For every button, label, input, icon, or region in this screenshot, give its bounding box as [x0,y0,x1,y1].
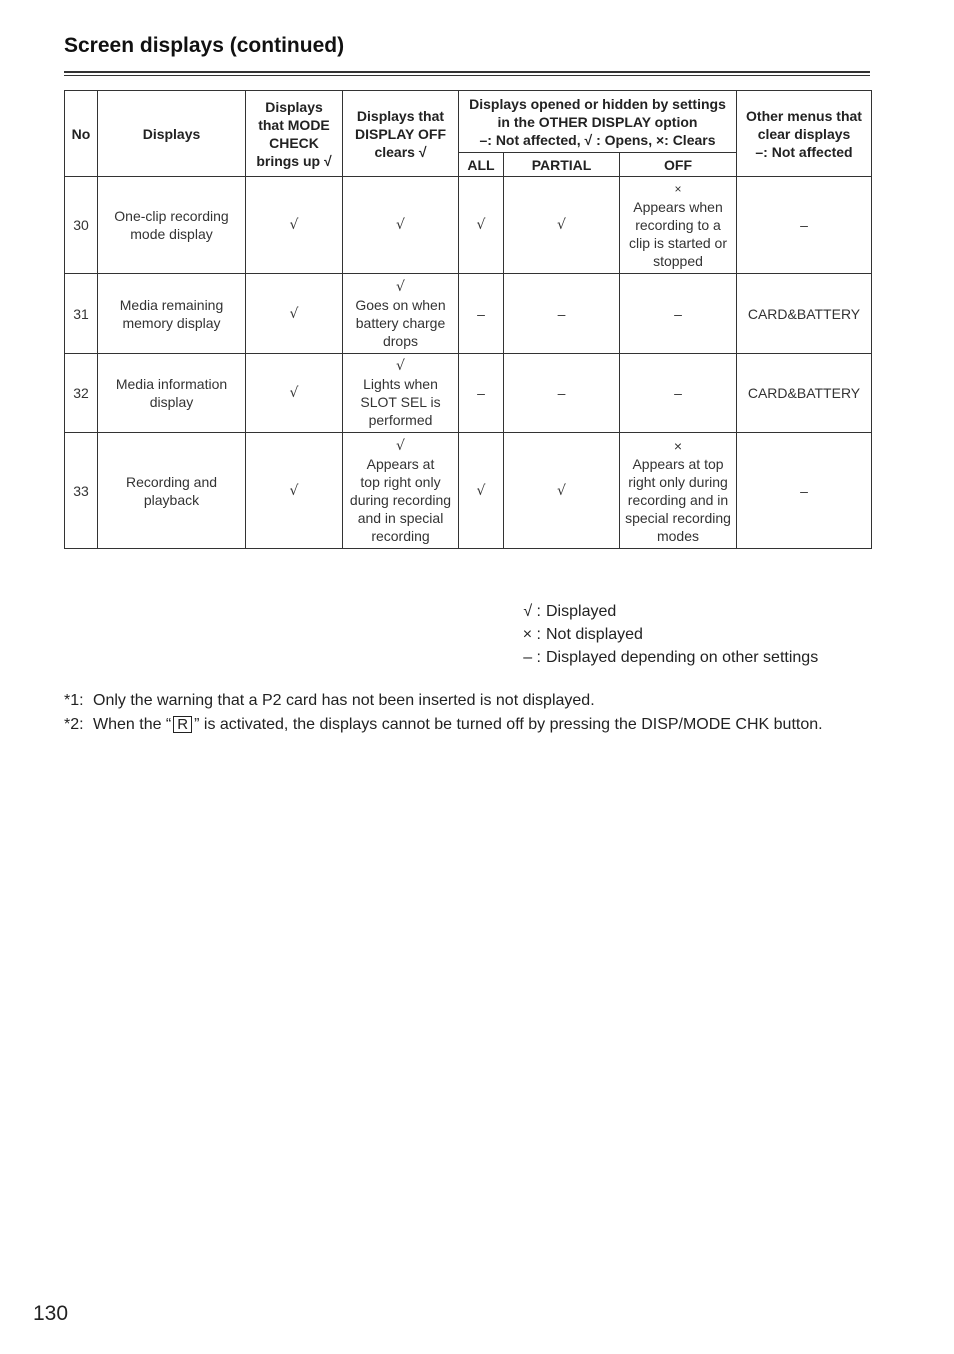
cell-other-menus: CARD&BATTERY [737,274,872,354]
cell-partial: √ [504,433,620,549]
cell-off: – [620,354,737,433]
cell-off: – [620,274,737,354]
table-row [65,274,872,354]
footnote-2 [64,714,854,736]
header-other-display: Displays opened or hidden by settings in the OTHER DISPLAY option –: Not affected, √ : Opens, ×: Clears [459,91,737,153]
legend-symbol: – : [523,649,541,666]
legend-symbol: √ : [523,603,541,620]
cell-partial: – [504,354,620,433]
table-row [65,177,872,274]
cell-off: × Appears at top right only during recording and in special recording modes [620,433,737,549]
header-off: OFF [620,153,737,177]
cell-other-menus: CARD&BATTERY [737,354,872,433]
page-number: 130 [33,1302,69,1325]
title-rule-thin [64,75,870,76]
table-row [65,354,872,433]
cell-display: One-clip recording mode display [98,177,246,274]
header-all: ALL [459,153,504,177]
cell-no: 32 [65,354,98,433]
cell-display: Media information display [98,354,246,433]
cell-off: × Appears when recording to a clip is started or stopped [620,177,737,274]
cell-display-off: √ Appears at top right only during recording and in special recording [343,433,459,549]
cell-other-menus: – [737,433,872,549]
legend-item [512,623,818,646]
footnote-key: *1: [64,692,84,709]
cell-display: Media remaining memory display [98,274,246,354]
page-title: Screen displays (continued) [64,34,345,57]
cell-no: 31 [65,274,98,354]
header-no: No [65,91,98,177]
legend-text: Not displayed [546,626,643,643]
cell-partial: √ [504,177,620,274]
header-display-off: Displays that DISPLAY OFF clears √ [343,91,459,177]
cell-display: Recording and playback [98,433,246,549]
cell-mode-check: √ [246,433,343,549]
cell-other-menus: – [737,177,872,274]
symbol-legend [512,600,818,669]
header-mode-check: Displays that MODE CHECK brings up √ [246,91,343,177]
footnote-key: *2: [64,716,84,733]
footnote-text: When the “ R ” is activated, the displays cannot be turned off by pressing the DISP/MODE CHK button. [93,716,823,733]
legend-item [512,646,818,669]
footnote-text: Only the warning that a P2 card has not been inserted is not displayed. [93,692,595,709]
header-displays: Displays [98,91,246,177]
cell-all: – [459,354,504,433]
cell-display-off: √ Lights when SLOT SEL is performed [343,354,459,433]
cell-display-off: √ Goes on when battery charge drops [343,274,459,354]
cell-mode-check: √ [246,354,343,433]
table-row [65,433,872,549]
cell-mode-check: √ [246,177,343,274]
legend-text: Displayed [546,603,617,620]
rec-mode-r-icon: R [173,716,192,733]
header-partial: PARTIAL [504,153,620,177]
cell-all: – [459,274,504,354]
cell-partial: – [504,274,620,354]
footnote-1 [64,690,854,712]
legend-text: Displayed depending on other settings [546,649,819,666]
cell-no: 33 [65,433,98,549]
header-other-menus: Other menus that clear displays –: Not affected [737,91,872,177]
screen-displays-table [64,90,872,549]
legend-symbol: × : [522,626,541,643]
cell-all: √ [459,433,504,549]
cell-display-off: √ [343,177,459,274]
cell-all: √ [459,177,504,274]
footnotes [64,690,854,738]
cell-no: 30 [65,177,98,274]
legend-item [512,600,818,623]
title-rule-thick [64,71,870,73]
cell-mode-check: √ [246,274,343,354]
